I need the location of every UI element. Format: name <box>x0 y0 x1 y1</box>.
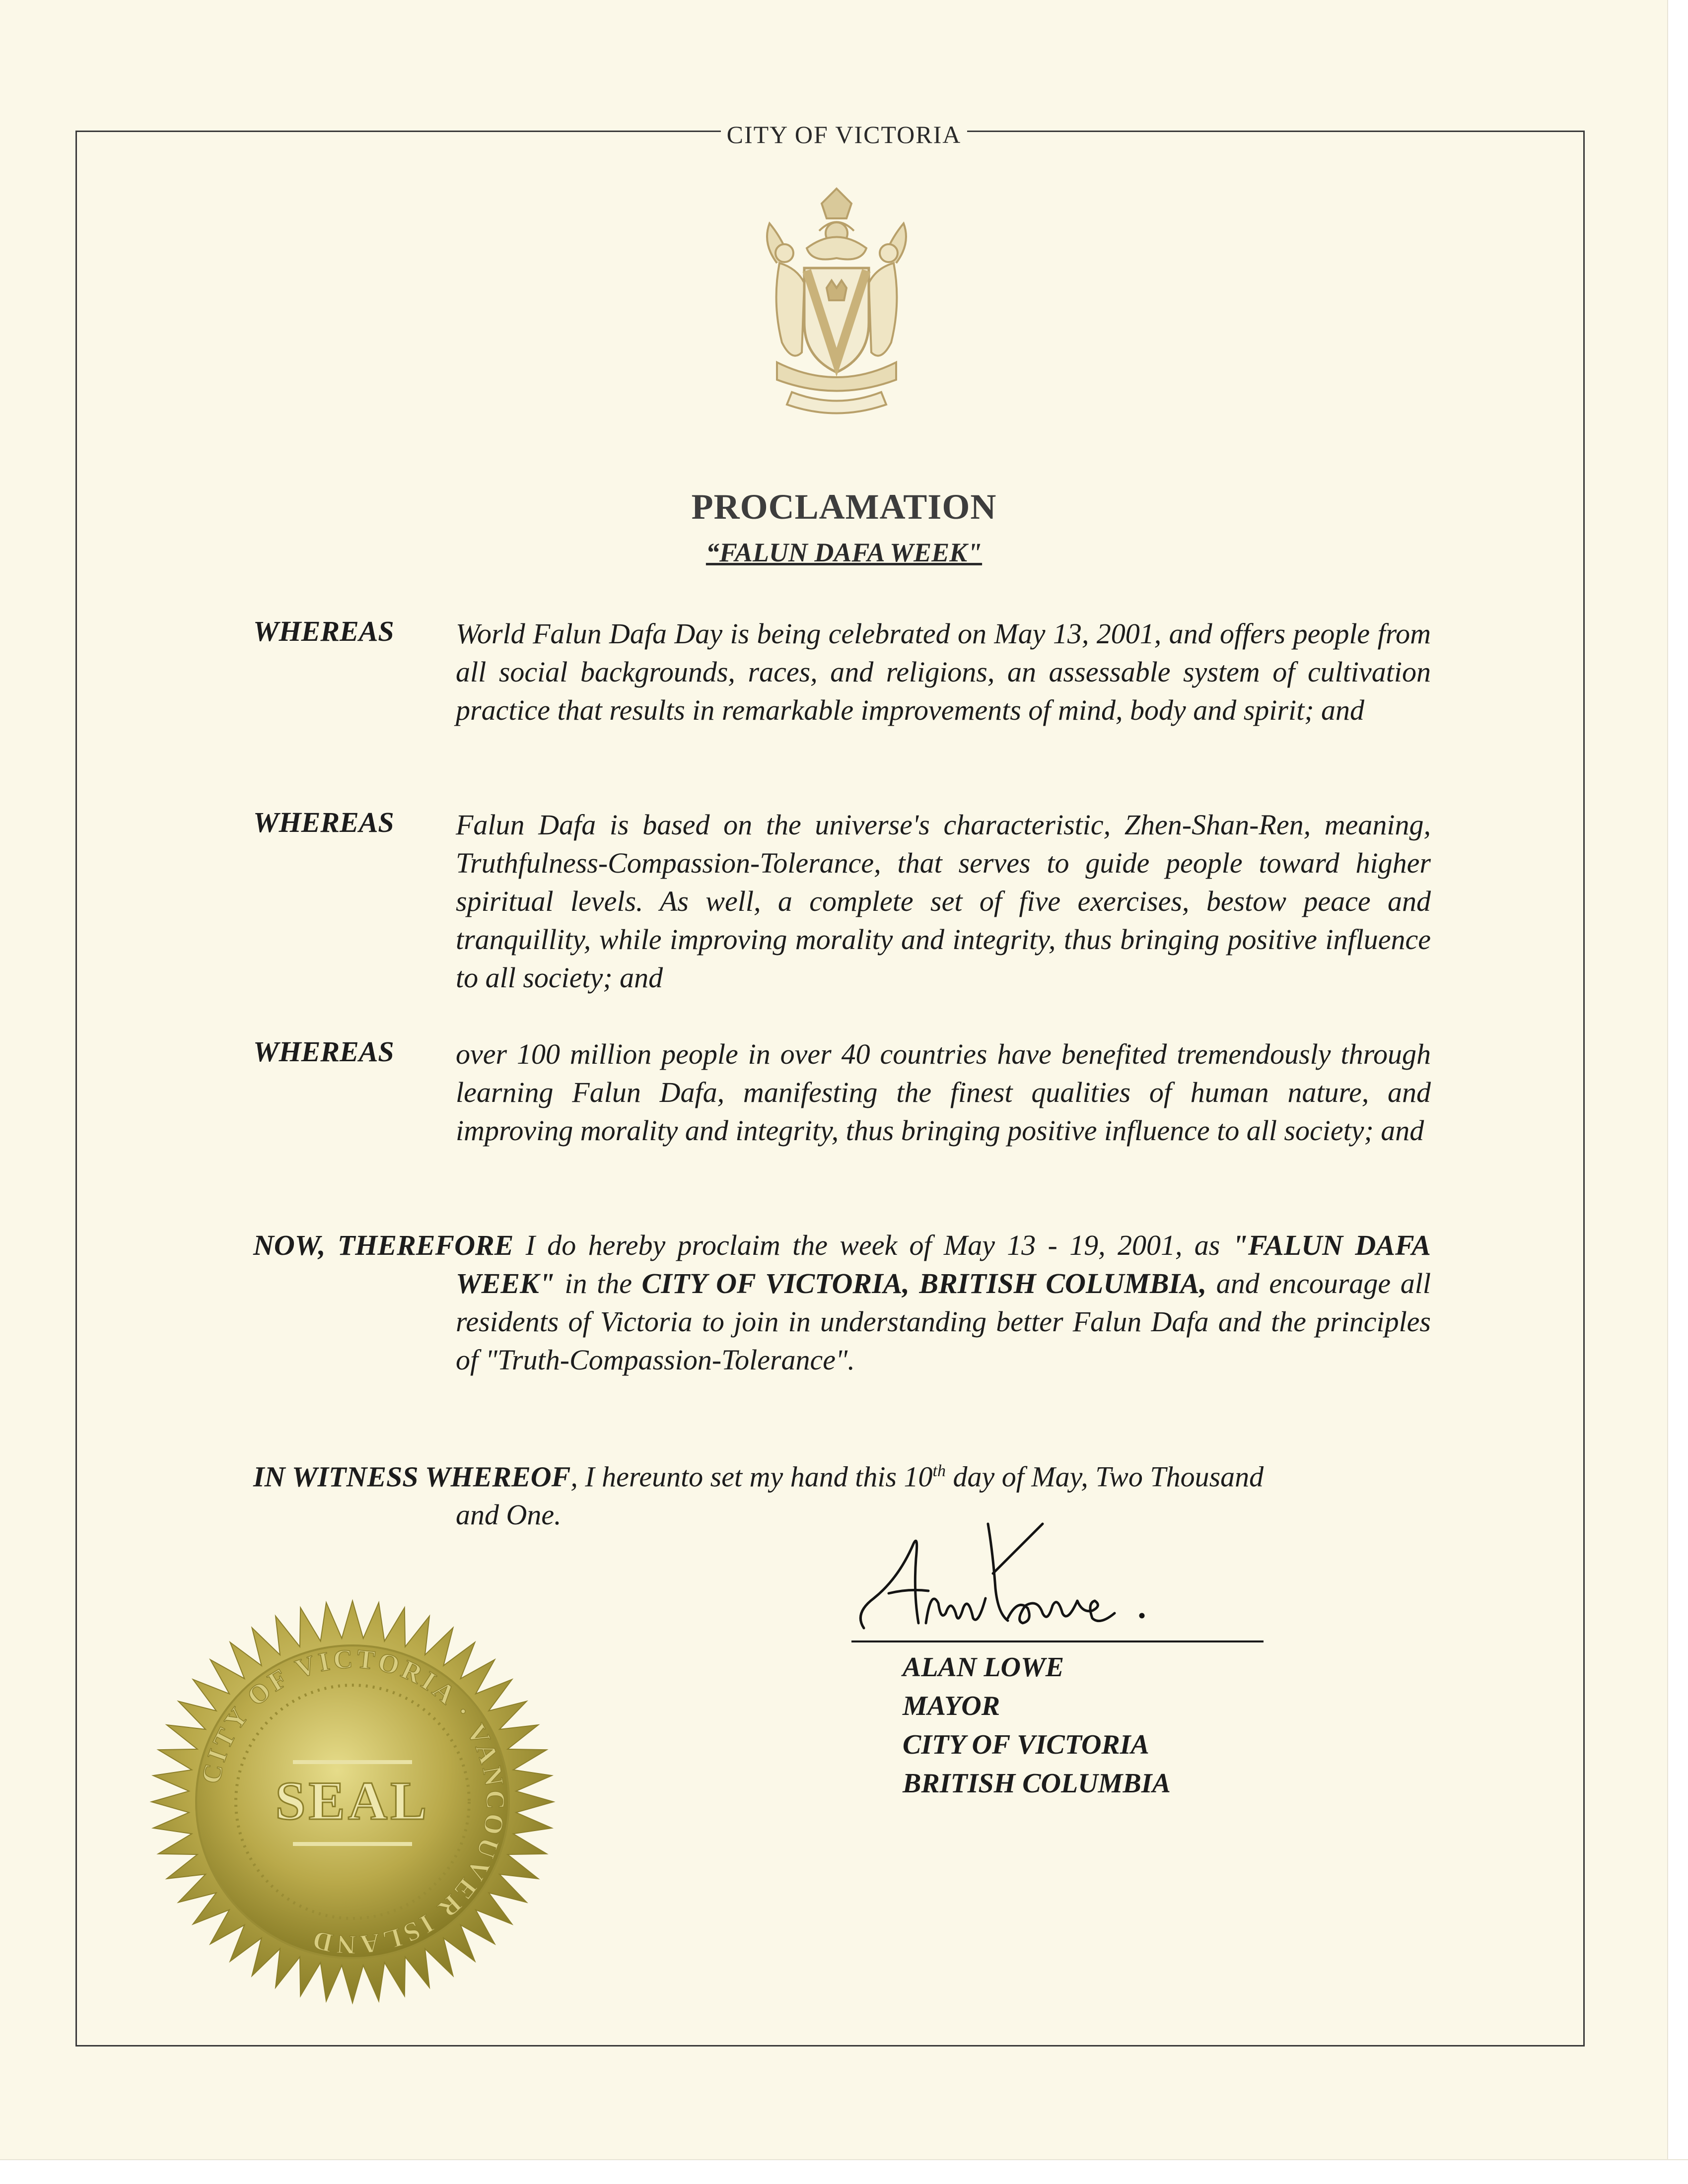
signature-line <box>851 1640 1264 1642</box>
signatory-city: CITY OF VICTORIA <box>903 1729 1149 1760</box>
therefore-text-2: in the <box>555 1267 642 1299</box>
page-edge-bottom <box>0 2159 1688 2184</box>
therefore-text-3: and encourage all residents of Victoria to join in understanding better Falun Dafa and the principles of "Truth-Compassion-Tolerance". <box>456 1267 1431 1376</box>
proclamation-subheading: “FALUN DAFA WEEK" <box>705 538 983 567</box>
whereas-paragraph-3: over 100 million people in over 40 countries have benefited tremendously through learning Falun Dafa, manifesting the finest qualities of human nature, and improving morality and integrity, thus bringing positive influence to all society; and <box>456 1038 1431 1147</box>
signatory-title: MAYOR <box>903 1691 1000 1721</box>
seal-ring-text: CITY OF VICTORIA · VANCOUVER ISLAND <box>196 1643 511 1960</box>
signatory-province: BRITISH COLUMBIA <box>903 1768 1171 1799</box>
therefore-paragraph <box>253 1226 1431 1379</box>
whereas-paragraph-1: World Falun Dafa Day is being celebrated on May 13, 2001, and offers people from all social backgrounds, races, and religions, an assessable system of cultivation practice that results in remarkable improvements of mind, body and spirit; and <box>456 617 1431 726</box>
frame-title <box>0 120 1688 149</box>
therefore-bold-1: "FALUN DAFA WEEK" <box>456 1229 1431 1299</box>
page-edge <box>1667 0 1688 2184</box>
whereas-label-1: WHEREAS <box>253 615 394 647</box>
signature-image <box>844 1514 1192 1653</box>
witness-text-2: day of May, Two Thousand <box>946 1460 1264 1493</box>
therefore-label: NOW, THEREFORE <box>253 1229 514 1261</box>
witness-sup: th <box>932 1462 946 1480</box>
signatory-name: ALAN LOWE <box>903 1652 1064 1683</box>
witness-label: IN WITNESS WHEREOF <box>253 1460 571 1493</box>
therefore-text-1: I do hereby proclaim the week of May 13 - 19, 2001, as <box>513 1229 1232 1261</box>
whereas-label-2: WHEREAS <box>253 806 394 838</box>
witness-text-3: and One. <box>456 1499 562 1531</box>
whereas-paragraph-2: Falun Dafa is based on the universe's characteristic, Zhen-Shan-Ren, meaning, Truthfulness-Compassion-Tolerance, that serves to guide people toward higher spiritual levels. As well, a complete set of five exercises, bestow peace and tranquillity, while improving morality and integrity, thus bringing positive influence to all society; and <box>456 809 1431 994</box>
witness-paragraph <box>253 1452 1431 1534</box>
therefore-bold-2: CITY OF VICTORIA, BRITISH COLUMBIA, <box>641 1267 1207 1299</box>
coat-of-arms-crest <box>732 184 941 422</box>
proclamation-heading: PROCLAMATION <box>691 487 997 527</box>
gold-seal <box>149 1598 556 2005</box>
whereas-label-3: WHEREAS <box>253 1035 394 1068</box>
signatory-block <box>903 1648 1171 1803</box>
witness-text-1: , I hereunto set my hand this 10 <box>570 1460 933 1493</box>
seal-center-text: SEAL <box>275 1771 430 1831</box>
frame-title-text: CITY OF VICTORIA <box>721 121 968 148</box>
